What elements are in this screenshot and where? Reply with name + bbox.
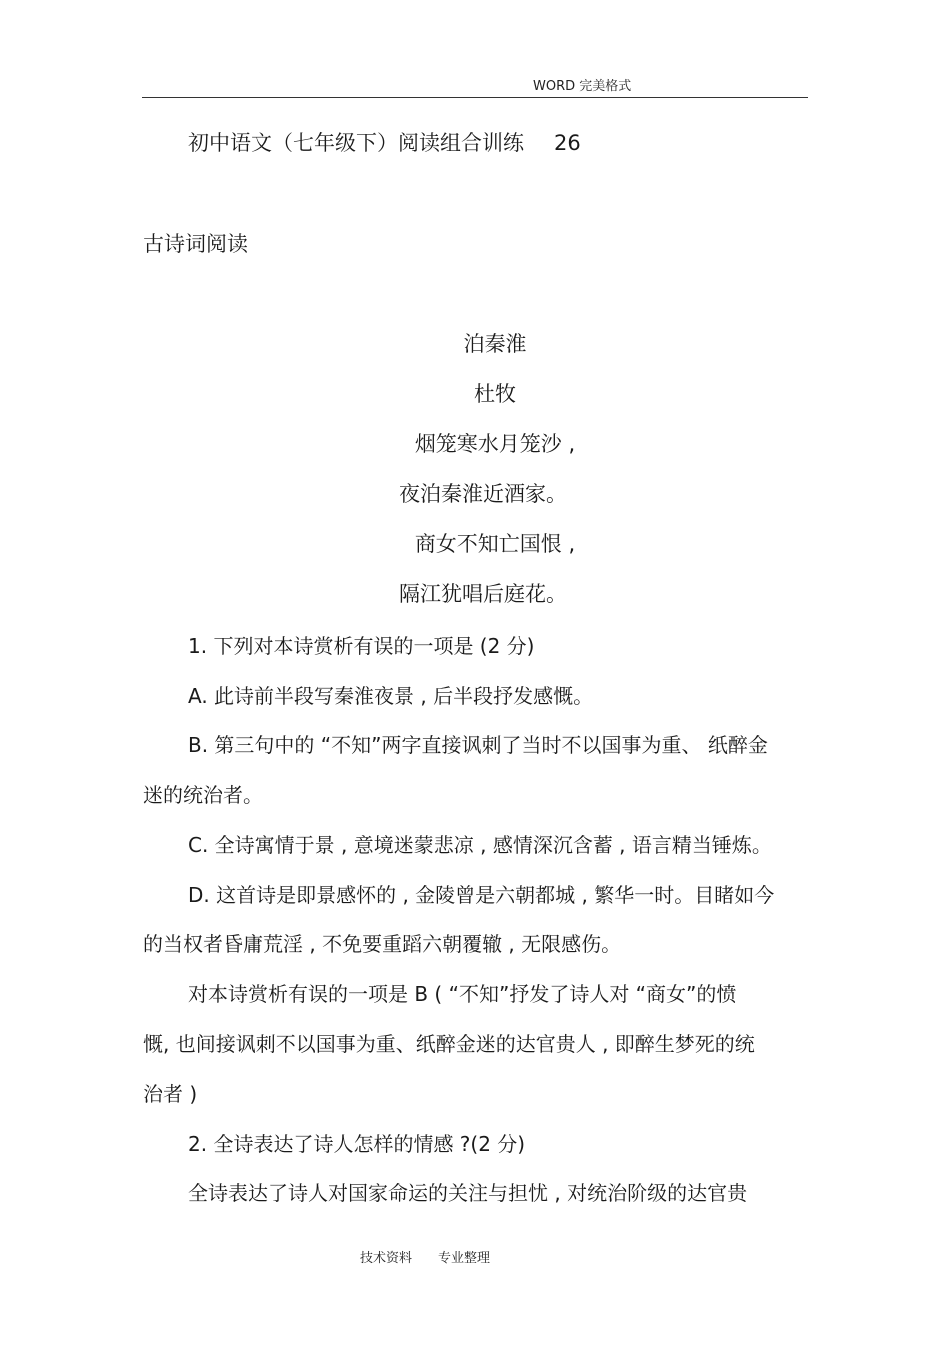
title-text: 初中语文（七年级下）阅读组合训练 bbox=[188, 131, 524, 155]
header-divider bbox=[142, 97, 808, 98]
title-number: 26 bbox=[554, 131, 581, 155]
answer-1-line-2: 慨, 也间接讽刺不以国事为重、纸醉金迷的达官贵人 , 即醉生梦死的统 bbox=[143, 1032, 755, 1056]
poem-line-1: 烟笼寒水月笼沙 , bbox=[414, 432, 576, 456]
answer-1-line-3: 治者 ) bbox=[143, 1082, 198, 1106]
poem-author: 杜牧 bbox=[474, 382, 516, 406]
footer-left: 技术资料 bbox=[360, 1251, 413, 1266]
page-footer bbox=[360, 1247, 490, 1266]
poem-line-4: 隔江犹唱后庭花。 bbox=[399, 582, 567, 606]
footer-right: 专业整理 bbox=[438, 1251, 491, 1266]
section-heading: 古诗词阅读 bbox=[143, 232, 248, 256]
poem-line-2: 夜泊秦淮近酒家。 bbox=[399, 482, 567, 506]
question-1: 1. 下列对本诗赏析有误的一项是 (2 分) bbox=[188, 634, 535, 658]
answer-2-line-1: 全诗表达了诗人对国家命运的关注与担忧 , 对统治阶级的达官贵 bbox=[188, 1181, 748, 1205]
answer-1-line-1: 对本诗赏析有误的一项是 B ( “不知”抒发了诗人对 “商女”的愤 bbox=[188, 982, 737, 1006]
option-d-line-1: D. 这首诗是即景感怀的 , 金陵曾是六朝都城 , 繁华一时。目睹如今 bbox=[188, 883, 775, 907]
option-c: C. 全诗寓情于景 , 意境迷蒙悲凉 , 感情深沉含蓄 , 语言精当锤炼。 bbox=[188, 833, 772, 857]
page-header: WORD 完美格式 bbox=[533, 79, 632, 94]
poem-title: 泊秦淮 bbox=[463, 332, 527, 356]
option-a: A. 此诗前半段写秦淮夜景 , 后半段抒发感慨。 bbox=[188, 684, 594, 708]
option-b-line-2: 迷的统治者。 bbox=[143, 783, 263, 807]
poem-line-3: 商女不知亡国恨 , bbox=[414, 532, 576, 556]
document-title bbox=[188, 127, 581, 157]
question-2: 2. 全诗表达了诗人怎样的情感 ?(2 分) bbox=[188, 1132, 526, 1156]
option-d-line-2: 的当权者昏庸荒淫 , 不免要重蹈六朝覆辙 , 无限感伤。 bbox=[143, 932, 622, 956]
option-b-line-1: B. 第三句中的 “不知”两字直接讽刺了当时不以国事为重、 纸醉金 bbox=[188, 733, 768, 757]
